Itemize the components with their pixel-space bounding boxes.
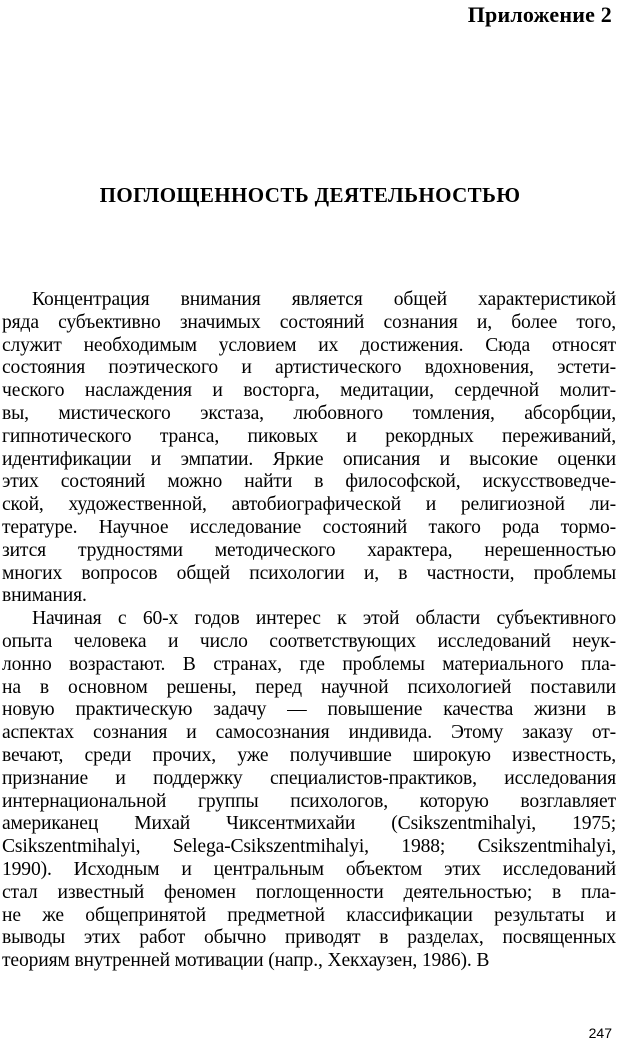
- text-line: Начиная с 60-х годов интерес к этой области субъективного: [32, 608, 616, 630]
- paragraph-1: [2, 289, 616, 608]
- text-line: теориям внутренней мотивации (напр., Хекхаузен, 1986). В: [2, 950, 490, 972]
- text-line: опыта человека и число соответствующих исследований неук-: [2, 630, 616, 652]
- text-line: зится трудностями методического характера, нерешенностью: [2, 539, 616, 561]
- text-line: ческого наслаждения и восторга, медитации, сердечной молит-: [2, 380, 616, 402]
- text-line: внимания.: [2, 585, 87, 607]
- text-line: выводы этих работ обычно приводят в разделах, посвященных: [2, 927, 616, 949]
- text-line: лонно возрастают. В странах, где проблемы материального пла-: [2, 653, 616, 675]
- text-line: признание и поддержку специалистов-практиков, исследования: [2, 767, 616, 789]
- text-line: служит необходимым условием их достижения. Сюда относят: [2, 334, 616, 356]
- text-line: стал известный феномен поглощенности деятельностью; в пла-: [2, 881, 616, 903]
- text-line: гипнотического транса, пиковых и рекордных переживаний,: [2, 425, 616, 447]
- text-line: аспектах сознания и самосознания индивида. Этому заказу от-: [2, 722, 616, 744]
- text-line: американец Михай Чиксентмихайи (Csikszentmihalyi, 1975;: [2, 813, 616, 835]
- text-line: этих состояний можно найти в философской, искусствоведче-: [2, 471, 616, 493]
- text-line: вечают, среди прочих, уже получившие широкую известность,: [2, 744, 616, 766]
- text-line: состояния поэтического и артистического вдохновения, эстети-: [2, 357, 616, 379]
- text-line: идентификации и эмпатии. Яркие описания и высокие оценки: [2, 448, 616, 470]
- text-line: многих вопросов общей психологии и, в частности, проблемы: [2, 562, 616, 584]
- text-line: вы, мистического экстаза, любовного томления, абсорбции,: [2, 402, 616, 424]
- chapter-title: ПОГЛОЩЕННОСТЬ ДЕЯТЕЛЬНОСТЬЮ: [99, 183, 521, 207]
- appendix-label: Приложение 2: [467, 2, 612, 27]
- text-line: не же общепринятой предметной классификации результаты и: [2, 904, 616, 926]
- text-line: Csikszentmihalyi, Selega-Csikszentmihalyi, 1988; Csikszentmihalyi,: [2, 836, 616, 858]
- text-line: на в основном решены, перед научной психологией поставили: [2, 676, 616, 698]
- body-text: [2, 289, 616, 973]
- text-line: интернациональной группы психологов, которую возглавляет: [2, 790, 616, 812]
- paragraph-2: [2, 608, 616, 973]
- text-line: 1990). Исходным и центральным объектом этих исследований: [2, 858, 616, 880]
- text-line: тературе. Научное исследование состояний такого рода тормо-: [2, 516, 616, 538]
- page-number: 247: [588, 1025, 612, 1041]
- text-line: Концентрация внимания является общей характеристикой: [32, 289, 616, 310]
- text-line: ряда субъективно значимых состояний сознания и, более того,: [2, 311, 616, 333]
- text-line: новую практическую задачу — повышение качества жизни в: [2, 699, 616, 721]
- text-line: ской, художественной, автобиографической и религиозной ли-: [2, 494, 616, 516]
